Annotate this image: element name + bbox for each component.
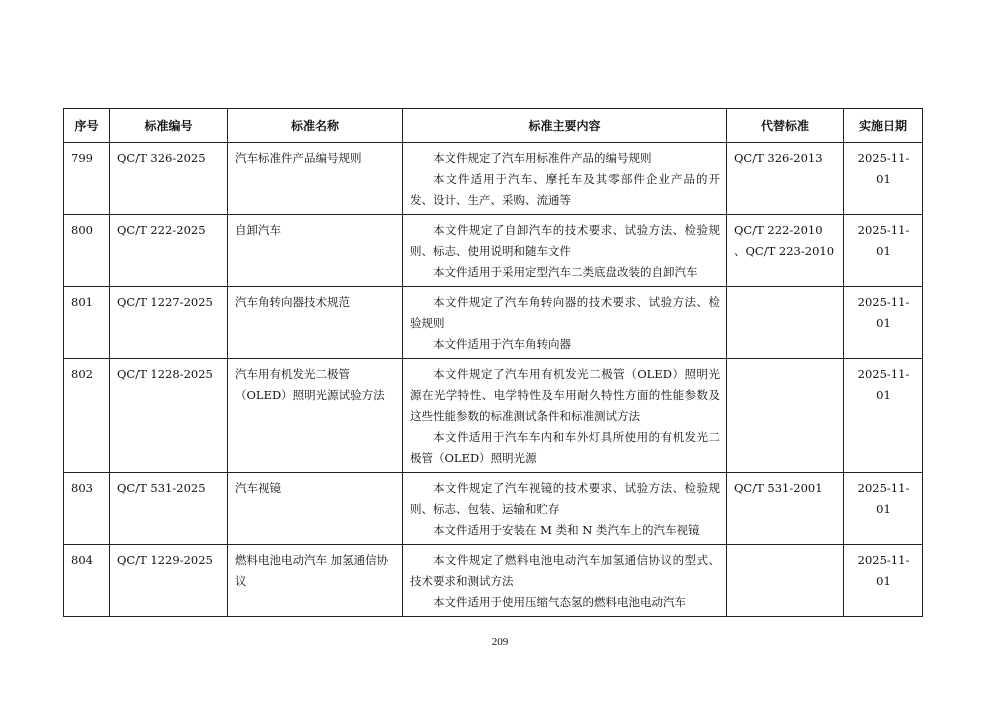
cell-content: [403, 287, 727, 359]
header-replaces: 代替标准: [727, 109, 844, 143]
header-content: 标准主要内容: [403, 109, 727, 143]
cell-content: [403, 143, 727, 215]
cell-date: 2025-11-01: [844, 359, 923, 473]
cell-replaces: [727, 545, 844, 617]
header-name: 标准名称: [228, 109, 403, 143]
cell-content: [403, 545, 727, 617]
content-para: 本文件适用于使用压缩气态氢的燃料电池电动汽车: [433, 595, 686, 609]
content-para: 本文件适用于汽车车内和车外灯具所使用的有机发光二极管（OLED）照明光源: [410, 430, 720, 465]
cell-code: QC/T 531-2025: [110, 473, 228, 545]
cell-name: 汽车标准件产品编号规则: [228, 143, 403, 215]
content-para: 本文件适用于采用定型汽车二类底盘改装的自卸汽车: [433, 265, 698, 279]
standards-table: [63, 108, 923, 617]
table-row: [64, 215, 923, 287]
cell-date: 2025-11-01: [844, 143, 923, 215]
content-para: 本文件规定了燃料电池电动汽车加氢通信协议的型式、技术要求和测试方法: [410, 553, 720, 588]
cell-code: QC/T 326-2025: [110, 143, 228, 215]
cell-replaces: QC/T 326-2013: [727, 143, 844, 215]
header-code: 标准编号: [110, 109, 228, 143]
cell-name: 汽车用有机发光二极管（OLED）照明光源试验方法: [228, 359, 403, 473]
content-para: 本文件规定了汽车用有机发光二极管（OLED）照明光源在光学特性、电学特性及车用耐久特性方面的性能参数及这些性能参数的标准测试条件和标准测试方法: [410, 367, 720, 423]
content-para: 本文件适用于汽车角转向器: [433, 337, 571, 351]
content-para: 本文件适用于汽车、摩托车及其零部件企业产品的开发、设计、生产、采购、流通等: [410, 172, 720, 207]
cell-name: 自卸汽车: [228, 215, 403, 287]
cell-code: QC/T 1229-2025: [110, 545, 228, 617]
cell-name: 汽车角转向器技术规范: [228, 287, 403, 359]
content-para: 本文件规定了自卸汽车的技术要求、试验方法、检验规则、标志、使用说明和随车文件: [410, 223, 720, 258]
table-row: [64, 359, 923, 473]
content-para: 本文件规定了汽车用标准件产品的编号规则: [433, 151, 652, 165]
cell-replaces: [727, 287, 844, 359]
cell-date: 2025-11-01: [844, 473, 923, 545]
header-seq: 序号: [64, 109, 110, 143]
cell-replaces: QC/T 531-2001: [727, 473, 844, 545]
cell-replaces: QC/T 222-2010 、QC/T 223-2010: [727, 215, 844, 287]
cell-seq: 799: [64, 143, 110, 215]
table-row: [64, 143, 923, 215]
cell-content: [403, 215, 727, 287]
table-row: [64, 545, 923, 617]
cell-content: [403, 473, 727, 545]
cell-seq: 800: [64, 215, 110, 287]
cell-code: QC/T 1228-2025: [110, 359, 228, 473]
cell-seq: 803: [64, 473, 110, 545]
table-row: [64, 287, 923, 359]
cell-code: QC/T 1227-2025: [110, 287, 228, 359]
content-para: 本文件适用于安装在 M 类和 N 类汽车上的汽车视镜: [433, 523, 700, 537]
cell-name: 汽车视镜: [228, 473, 403, 545]
cell-seq: 804: [64, 545, 110, 617]
content-para: 本文件规定了汽车角转向器的技术要求、试验方法、检验规则: [410, 295, 720, 330]
page-number: 209: [491, 636, 509, 648]
header-row: [64, 109, 923, 143]
cell-content: [403, 359, 727, 473]
cell-seq: 801: [64, 287, 110, 359]
cell-name: 燃料电池电动汽车 加氢通信协议: [228, 545, 403, 617]
table-row: [64, 473, 923, 545]
cell-date: 2025-11-01: [844, 287, 923, 359]
cell-replaces: [727, 359, 844, 473]
cell-date: 2025-11-01: [844, 545, 923, 617]
cell-date: 2025-11-01: [844, 215, 923, 287]
header-date: 实施日期: [844, 109, 923, 143]
cell-code: QC/T 222-2025: [110, 215, 228, 287]
content-para: 本文件规定了汽车视镜的技术要求、试验方法、检验规则、标志、包装、运输和贮存: [410, 481, 720, 516]
cell-seq: 802: [64, 359, 110, 473]
